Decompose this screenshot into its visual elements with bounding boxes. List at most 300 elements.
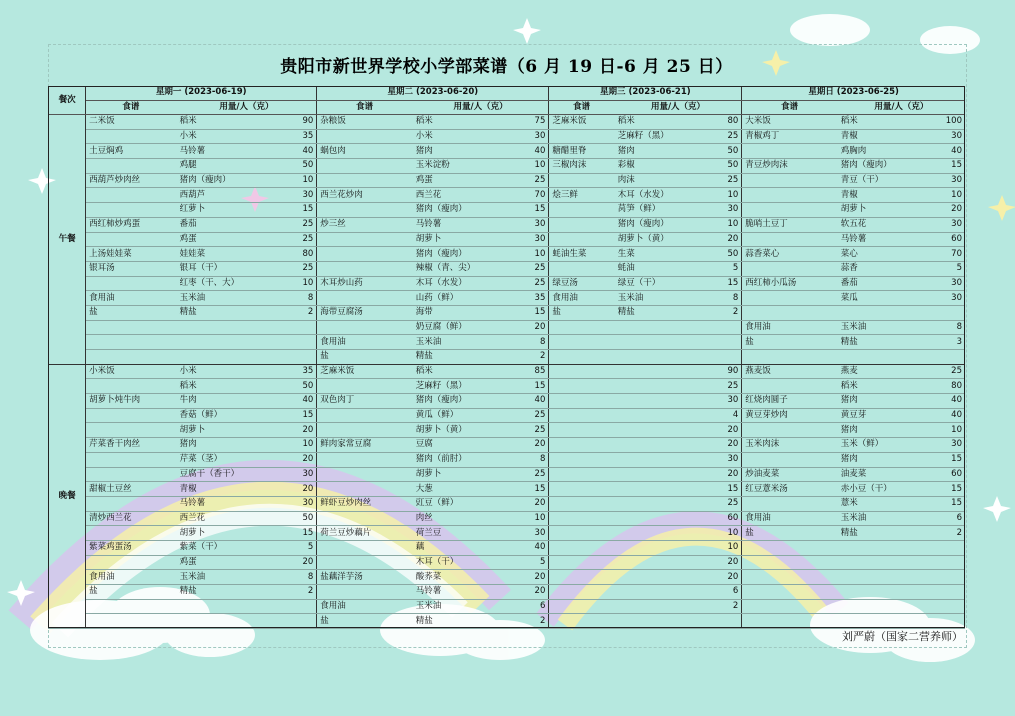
dish-cell-wed [549,408,614,423]
dish-cell-tue [317,540,412,555]
ingredient-cell-mon: 豆腐干（香干） [176,467,271,482]
amount-cell-tue: 75 [508,115,549,130]
amount-cell-tue: 30 [508,526,549,541]
dish-cell-mon: 二米饭 [86,115,176,130]
table-row [49,261,966,276]
dish-cell-wed [549,496,614,511]
amount-cell-mon: 2 [272,305,317,320]
ingredient-cell-mon: 青椒 [176,482,271,497]
recipe-header: 食谱 [549,100,614,115]
table-row [49,320,966,335]
dish-cell-wed [549,526,614,541]
table-row [49,496,966,511]
dish-cell-sun [742,452,837,467]
amount-cell-sun: 25 [933,364,965,379]
ingredient-cell-sun: 番茄 [837,276,932,291]
amount-cell-mon: 15 [272,408,317,423]
ingredient-cell-mon: 娃娃菜 [176,247,271,262]
ingredient-cell-wed: 精盐 [614,305,709,320]
recipe-header: 食谱 [86,100,176,115]
amount-cell-tue: 2 [508,350,549,365]
dish-cell-tue [317,423,412,438]
amount-cell-mon: 2 [272,585,317,600]
ingredient-cell-tue: 小米 [412,129,507,144]
dish-cell-tue [317,159,412,174]
ingredient-cell-wed [614,511,709,526]
dish-cell-wed [549,232,614,247]
dish-cell-sun [742,188,837,203]
ingredient-cell-sun [837,570,932,585]
ingredient-cell-mon: 精盐 [176,585,271,600]
meal-label: 午餐 [49,115,86,365]
ingredient-cell-sun: 马铃薯 [837,232,932,247]
ingredient-cell-mon: 红萝卜 [176,203,271,218]
header-row-days [49,86,966,100]
dish-cell-tue [317,585,412,600]
ingredient-cell-wed: 肉沫 [614,173,709,188]
dish-cell-sun [742,599,837,614]
amount-cell-wed: 10 [710,188,742,203]
dish-cell-wed [549,261,614,276]
amount-cell-mon: 15 [272,526,317,541]
ingredient-cell-tue: 酸荞菜 [412,570,507,585]
ingredient-cell-wed [614,452,709,467]
ingredient-cell-sun: 蒜香 [837,261,932,276]
ingredient-cell-tue: 豆腐 [412,438,507,453]
ingredient-cell-tue: 胡萝卜（黄） [412,423,507,438]
amount-cell-sun: 15 [933,482,965,497]
dish-cell-mon [86,614,176,629]
dish-cell-sun [742,261,837,276]
amount-cell-wed: 25 [710,173,742,188]
amount-cell-mon: 50 [272,379,317,394]
ingredient-cell-mon: 西葫芦 [176,188,271,203]
table-row [49,614,966,629]
ingredient-cell-wed [614,599,709,614]
amount-cell-sun: 30 [933,276,965,291]
dish-cell-tue: 芝麻米饭 [317,364,412,379]
ingredient-cell-mon: 马铃薯 [176,496,271,511]
amount-cell-tue: 10 [508,247,549,262]
dish-cell-tue: 鲜肉家常豆腐 [317,438,412,453]
dish-cell-sun [742,203,837,218]
amount-cell-tue: 15 [508,305,549,320]
table-row [49,203,966,218]
amount-cell-tue: 40 [508,540,549,555]
amount-cell-sun: 6 [933,511,965,526]
ingredient-cell-tue: 山药（鲜） [412,291,507,306]
amount-header: 用量/人（克） [837,100,965,115]
amount-cell-mon: 15 [272,203,317,218]
ingredient-cell-wed [614,614,709,629]
ingredient-cell-sun: 软五花 [837,217,932,232]
amount-cell-sun: 40 [933,144,965,159]
amount-cell-mon: 8 [272,291,317,306]
ingredient-cell-tue: 玉米油 [412,599,507,614]
dish-cell-mon: 盐 [86,305,176,320]
amount-cell-sun [933,555,965,570]
amount-cell-wed: 15 [710,482,742,497]
dish-cell-sun [742,585,837,600]
table-row [49,291,966,306]
dish-cell-wed: 盐 [549,305,614,320]
amount-cell-wed: 8 [710,291,742,306]
amount-cell-sun: 15 [933,452,965,467]
amount-cell-tue: 25 [508,467,549,482]
dish-cell-mon [86,335,176,350]
ingredient-cell-tue: 猪肉（瘦肉） [412,203,507,218]
ingredient-cell-tue: 鸡蛋 [412,173,507,188]
ingredient-cell-sun [837,555,932,570]
amount-cell-wed: 15 [710,276,742,291]
dish-cell-mon: 胡萝卜炖牛肉 [86,394,176,409]
dish-cell-sun [742,305,837,320]
ingredient-cell-mon [176,335,271,350]
ingredient-cell-sun: 猪肉 [837,452,932,467]
amount-cell-tue: 5 [508,555,549,570]
ingredient-cell-tue: 稻米 [412,364,507,379]
ingredient-cell-wed: 木耳（水发） [614,188,709,203]
ingredient-cell-wed [614,379,709,394]
dish-cell-mon [86,129,176,144]
amount-cell-mon: 80 [272,247,317,262]
amount-cell-mon: 10 [272,276,317,291]
ingredient-cell-mon: 胡萝卜 [176,526,271,541]
dish-cell-sun: 青椒鸡丁 [742,129,837,144]
dish-cell-mon [86,188,176,203]
dish-cell-wed [549,438,614,453]
ingredient-cell-mon: 鸡蛋 [176,555,271,570]
table-row [49,482,966,497]
table-row [49,350,966,365]
amount-cell-wed: 80 [710,115,742,130]
amount-cell-tue: 30 [508,217,549,232]
dish-cell-tue [317,511,412,526]
table-row [49,335,966,350]
menu-body [49,115,966,629]
ingredient-cell-wed [614,585,709,600]
dish-cell-mon [86,599,176,614]
dish-cell-sun [742,350,837,365]
amount-cell-mon: 40 [272,394,317,409]
amount-cell-wed: 30 [710,203,742,218]
dish-cell-tue [317,408,412,423]
amount-cell-wed [710,614,742,629]
table-row [49,570,966,585]
dish-cell-mon: 土豆焖鸡 [86,144,176,159]
ingredient-cell-sun: 胡萝卜 [837,203,932,218]
dish-cell-mon [86,408,176,423]
dish-cell-tue [317,291,412,306]
ingredient-cell-wed: 猪肉 [614,144,709,159]
amount-cell-mon: 25 [272,232,317,247]
amount-cell-wed: 2 [710,305,742,320]
table-row [49,276,966,291]
ingredient-cell-tue: 精盐 [412,614,507,629]
dish-cell-sun [742,144,837,159]
dish-cell-mon: 清炒西兰花 [86,511,176,526]
dish-cell-sun: 红豆薏米汤 [742,482,837,497]
table-row [49,232,966,247]
ingredient-cell-tue: 奶豆腐（鲜） [412,320,507,335]
amount-cell-sun: 3 [933,335,965,350]
dish-cell-sun: 青豆炒肉沫 [742,159,837,174]
ingredient-cell-sun [837,585,932,600]
amount-cell-tue: 40 [508,394,549,409]
ingredient-cell-mon: 猪肉 [176,438,271,453]
table-row [49,305,966,320]
amount-cell-mon [272,320,317,335]
amount-cell-mon: 20 [272,482,317,497]
ingredient-cell-mon: 鸡腿 [176,159,271,174]
amount-cell-sun [933,570,965,585]
amount-cell-mon: 20 [272,555,317,570]
ingredient-cell-wed [614,438,709,453]
amount-cell-tue: 70 [508,188,549,203]
table-row [49,188,966,203]
amount-cell-wed: 50 [710,159,742,174]
dish-cell-tue: 盐 [317,350,412,365]
ingredient-cell-sun: 菜瓜 [837,291,932,306]
ingredient-cell-tue: 海带 [412,305,507,320]
table-row [49,555,966,570]
amount-cell-tue: 8 [508,452,549,467]
amount-cell-tue: 20 [508,570,549,585]
dish-cell-mon [86,379,176,394]
amount-cell-tue: 15 [508,482,549,497]
amount-cell-sun [933,614,965,629]
ingredient-cell-mon: 玉米油 [176,570,271,585]
day-header-tue: 星期二 (2023-06-20) [317,86,549,100]
ingredient-cell-sun: 精盐 [837,335,932,350]
ingredient-cell-mon [176,350,271,365]
ingredient-cell-sun: 玉米（鲜） [837,438,932,453]
dish-cell-sun: 红烧肉圆子 [742,394,837,409]
ingredient-cell-wed: 玉米油 [614,291,709,306]
amount-cell-wed [710,350,742,365]
ingredient-cell-wed [614,540,709,555]
amount-cell-mon [272,335,317,350]
amount-cell-wed: 4 [710,408,742,423]
dish-cell-sun [742,423,837,438]
amount-cell-mon: 90 [272,115,317,130]
amount-cell-wed: 20 [710,570,742,585]
amount-cell-wed: 25 [710,129,742,144]
meal-label: 晚餐 [49,364,86,628]
dish-cell-tue [317,452,412,467]
table-row [49,467,966,482]
amount-cell-wed: 30 [710,394,742,409]
amount-cell-sun: 8 [933,320,965,335]
amount-cell-mon [272,599,317,614]
amount-cell-sun [933,305,965,320]
dish-cell-tue: 炒三丝 [317,217,412,232]
dish-cell-wed [549,173,614,188]
dish-cell-sun: 食用油 [742,511,837,526]
dish-cell-sun: 盐 [742,526,837,541]
page-title: 贵阳市新世界学校小学部菜谱（6 月 19 日-6 月 25 日） [280,57,733,77]
ingredient-cell-sun [837,305,932,320]
dish-cell-sun: 炒油麦菜 [742,467,837,482]
dish-cell-sun: 脆哨土豆丁 [742,217,837,232]
dish-cell-tue [317,320,412,335]
dish-cell-sun [742,291,837,306]
ingredient-cell-tue: 稻米 [412,115,507,130]
dish-cell-tue: 食用油 [317,335,412,350]
dish-cell-tue: 海带豆腐汤 [317,305,412,320]
amount-cell-wed [710,320,742,335]
dish-cell-wed: 烩三鲜 [549,188,614,203]
ingredient-cell-wed [614,482,709,497]
amount-cell-sun: 40 [933,394,965,409]
dish-cell-sun [742,555,837,570]
ingredient-cell-wed [614,364,709,379]
amount-cell-sun [933,599,965,614]
amount-cell-wed: 6 [710,585,742,600]
dish-cell-mon [86,526,176,541]
amount-header: 用量/人（克） [412,100,549,115]
ingredient-cell-tue: 马铃薯 [412,217,507,232]
ingredient-cell-mon [176,599,271,614]
amount-header: 用量/人（克） [614,100,742,115]
amount-cell-mon: 5 [272,540,317,555]
dish-cell-sun [742,379,837,394]
dish-cell-wed [549,452,614,467]
ingredient-cell-mon: 香菇（鲜） [176,408,271,423]
ingredient-cell-tue: 玉米油 [412,335,507,350]
amount-cell-wed: 5 [710,261,742,276]
ingredient-cell-mon: 牛肉 [176,394,271,409]
ingredient-cell-sun: 猪肉（瘦肉） [837,159,932,174]
dish-cell-wed [549,482,614,497]
dish-cell-wed [549,423,614,438]
ingredient-cell-sun: 青椒 [837,188,932,203]
ingredient-cell-mon: 番茄 [176,217,271,232]
dish-cell-mon: 盐 [86,585,176,600]
amount-cell-tue: 20 [508,585,549,600]
ingredient-cell-sun: 菜心 [837,247,932,262]
amount-cell-wed: 50 [710,144,742,159]
ingredient-cell-wed [614,394,709,409]
table-row [49,159,966,174]
ingredient-cell-mon: 西兰花 [176,511,271,526]
amount-cell-sun: 100 [933,115,965,130]
amount-cell-mon: 30 [272,467,317,482]
day-header-wed: 星期三 (2023-06-21) [549,86,742,100]
dish-cell-tue [317,467,412,482]
dish-cell-tue [317,129,412,144]
amount-cell-tue: 25 [508,261,549,276]
ingredient-cell-wed [614,408,709,423]
ingredient-cell-wed: 稻米 [614,115,709,130]
dish-cell-wed [549,203,614,218]
ingredient-cell-sun: 稻米 [837,379,932,394]
ingredient-cell-mon: 马铃薯 [176,144,271,159]
amount-cell-mon: 10 [272,173,317,188]
ingredient-cell-sun [837,540,932,555]
ingredient-cell-tue: 西兰花 [412,188,507,203]
dish-cell-tue: 杂粮饭 [317,115,412,130]
dish-cell-wed [549,320,614,335]
dish-cell-mon [86,467,176,482]
amount-cell-mon [272,350,317,365]
ingredient-cell-sun: 赤小豆（干） [837,482,932,497]
table-row [49,247,966,262]
amount-cell-tue: 10 [508,159,549,174]
amount-cell-wed [710,335,742,350]
ingredient-cell-mon: 精盐 [176,305,271,320]
dish-cell-sun [742,173,837,188]
amount-cell-sun: 2 [933,526,965,541]
day-header-mon: 星期一 (2023-06-19) [86,86,317,100]
dish-cell-wed [549,350,614,365]
dish-cell-tue [317,379,412,394]
amount-cell-tue: 30 [508,232,549,247]
amount-cell-mon: 40 [272,144,317,159]
ingredient-cell-mon: 小米 [176,129,271,144]
ingredient-cell-mon: 紫菜（干） [176,540,271,555]
dish-cell-sun: 蒜香菜心 [742,247,837,262]
ingredient-cell-tue: 胡萝卜 [412,467,507,482]
ingredient-cell-sun: 玉米油 [837,320,932,335]
dish-cell-wed [549,614,614,629]
ingredient-cell-wed: 猪肉（瘦肉） [614,217,709,232]
table-row [49,540,966,555]
dish-cell-wed: 芝麻米饭 [549,115,614,130]
ingredient-cell-wed: 胡萝卜（黄） [614,232,709,247]
dish-cell-sun [742,570,837,585]
ingredient-cell-tue: 猪肉（瘦肉） [412,394,507,409]
amount-cell-sun: 30 [933,217,965,232]
table-row [49,379,966,394]
ingredient-cell-wed: 莴笋（鲜） [614,203,709,218]
ingredient-cell-sun: 青豆（干） [837,173,932,188]
ingredient-cell-wed: 生菜 [614,247,709,262]
amount-cell-mon: 20 [272,423,317,438]
dish-cell-wed [549,335,614,350]
ingredient-cell-sun [837,599,932,614]
dish-cell-mon: 上汤娃娃菜 [86,247,176,262]
author-credit: 刘严蔚（国家二营养师） [842,630,963,643]
dish-cell-mon: 西红柿炒鸡蛋 [86,217,176,232]
recipe-header: 食谱 [742,100,837,115]
dish-cell-sun [742,232,837,247]
ingredient-cell-wed: 绿豆（干） [614,276,709,291]
table-row [49,511,966,526]
recipe-header: 食谱 [317,100,412,115]
dish-cell-sun: 食用油 [742,320,837,335]
ingredient-cell-tue: 黄瓜（鲜） [412,408,507,423]
amount-cell-tue: 30 [508,129,549,144]
ingredient-cell-tue: 藕 [412,540,507,555]
amount-cell-wed: 30 [710,452,742,467]
amount-cell-wed: 20 [710,423,742,438]
dish-cell-tue [317,482,412,497]
ingredient-cell-tue: 猪肉（前肘） [412,452,507,467]
amount-cell-wed: 90 [710,364,742,379]
ingredient-cell-sun: 薏米 [837,496,932,511]
ingredient-cell-sun: 鸡胸肉 [837,144,932,159]
ingredient-cell-tue: 猪肉（瘦肉） [412,247,507,262]
amount-cell-wed: 60 [710,511,742,526]
dish-cell-wed [549,217,614,232]
amount-cell-sun [933,350,965,365]
ingredient-cell-tue: 木耳（水发） [412,276,507,291]
ingredient-cell-wed [614,320,709,335]
dish-cell-mon: 银耳汤 [86,261,176,276]
dish-cell-wed [549,570,614,585]
ingredient-cell-mon: 鸡蛋 [176,232,271,247]
